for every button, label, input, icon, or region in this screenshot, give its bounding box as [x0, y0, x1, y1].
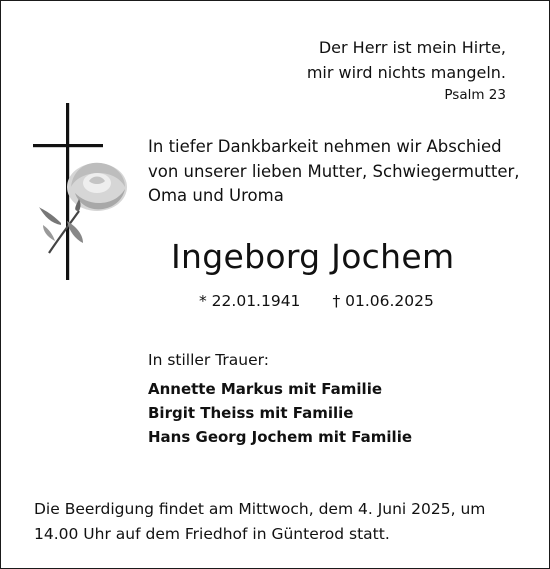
funeral-line-2: 14.00 Uhr auf dem Friedhof in Günterod statt. — [34, 524, 390, 543]
deceased-name: Ingeborg Jochem — [171, 237, 455, 276]
death-date: † 01.06.2025 — [332, 292, 434, 310]
mourner-family: Hans Georg Jochem mit Familie — [148, 428, 413, 446]
intro-line-2: von unserer lieben Mutter, Schwiegermutter, — [148, 161, 520, 181]
psalm-line-1: Der Herr ist mein Hirte, — [318, 38, 506, 57]
cross-with-rose — [31, 103, 141, 283]
psalm-reference: Psalm 23 — [444, 87, 506, 103]
mourner-family: Birgit Theiss mit Familie — [148, 404, 354, 422]
intro-line-1: In tiefer Dankbarkeit nehmen wir Abschied — [148, 137, 502, 156]
funeral-info — [34, 497, 485, 546]
psalm-line-2: mir wird nichts mangeln. — [306, 63, 506, 82]
funeral-line-1: Die Beerdigung findet am Mittwoch, dem 4. Juni 2025, um — [34, 500, 486, 518]
birth-date: * 22.01.1941 — [199, 292, 301, 310]
mourner-family: Annette Markus mit Familie — [148, 380, 383, 398]
mourners-label: In stiller Trauer: — [148, 351, 269, 369]
intro-text — [148, 135, 520, 209]
mourners-section — [148, 348, 412, 449]
life-dates — [199, 290, 434, 312]
psalm-quote — [307, 35, 506, 105]
intro-line-3: Oma und Uroma — [148, 186, 284, 205]
rose-icon — [39, 163, 127, 253]
